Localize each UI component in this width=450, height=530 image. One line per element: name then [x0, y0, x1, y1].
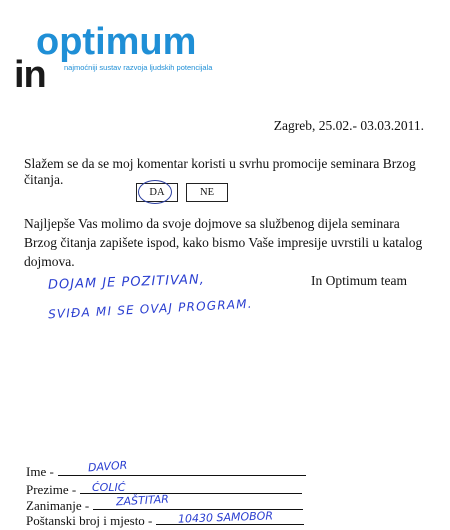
field-prezime-value[interactable]: ĆOLIĆ [92, 481, 126, 494]
field-ime-value[interactable]: DAVOR [87, 458, 128, 475]
option-ne-box[interactable]: NE [186, 183, 228, 202]
in-optimum-logo [14, 21, 254, 96]
field-ime [26, 464, 306, 480]
field-zanimanje-label: Zanimanje - [26, 498, 90, 513]
team-signature: In Optimum team [311, 273, 407, 288]
selected-option-circle [138, 180, 172, 204]
logo-tagline: najmoćniji sustav razvoja ljudskih potencijala [64, 63, 213, 72]
field-postanski-label: Poštanski broj i mjesto - [26, 513, 153, 528]
field-prezime-label: Prezime - [26, 482, 77, 497]
field-ime-label: Ime - [26, 464, 54, 479]
logo-prefix: in [14, 54, 46, 96]
field-zanimanje-value[interactable]: ZAŠTITAR [115, 492, 170, 509]
date-line: Zagreb, 25.02.- 03.03.2011. [273, 118, 424, 133]
handwritten-comment-line-1: DOJAM JE POZITIVAN, [47, 272, 206, 293]
handwritten-comment-line-2: SVIĐA MI SE OVAJ PROGRAM. [47, 296, 254, 322]
field-postanski-value[interactable]: 10430 SAMOBOR [177, 509, 274, 526]
option-da-box[interactable]: DA [136, 183, 178, 202]
logo-word: optimum [36, 21, 197, 63]
consent-statement: Slažem se da se moj komentar koristi u svrhu promocije seminara Brzog čitanja. [24, 156, 416, 187]
request-paragraph: Najljepše Vas molimo da svoje dojmove sa službenog dijela seminara Brzog čitanja zapišete ispod, kako bismo Vaše impresije uvrstili u katalog dojmova. [24, 216, 423, 269]
